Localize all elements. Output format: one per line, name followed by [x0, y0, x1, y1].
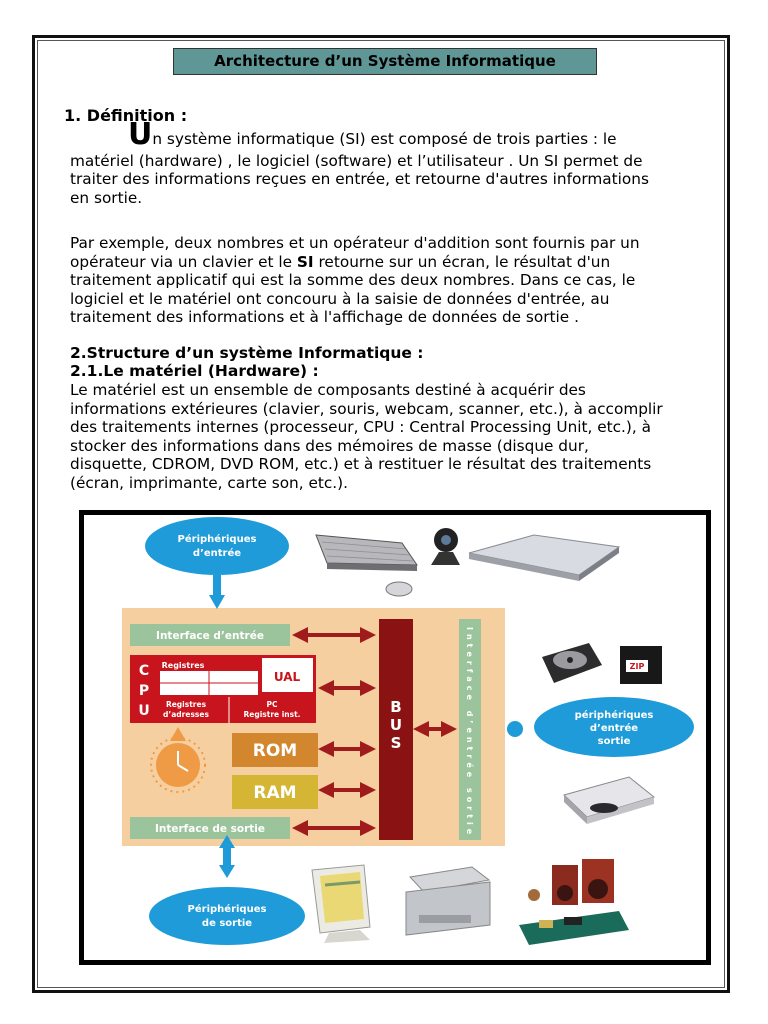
section-2-1-heading: 2.1.Le matériel (Hardware) :: [70, 362, 319, 380]
output-peripherals-label-1: Périphériques: [187, 904, 267, 915]
example-line-4: logiciel et le matériel ont concouru à la saisie de données d'entrée, au: [70, 289, 610, 308]
cpu-letter-u: U: [138, 703, 150, 719]
io-connector: [507, 721, 523, 737]
hardware-line-2: informations extérieures (clavier, souris, webcam, scanner, etc.), à accomplir: [70, 399, 663, 418]
zip-disk-image: [620, 646, 662, 684]
address-registers-label-1: Registres: [165, 700, 207, 709]
io-peripherals-label-3: sortie: [597, 736, 631, 747]
example-line-2a: opérateur via un clavier et le: [70, 252, 297, 271]
input-peripherals-label-2: d’entrée: [192, 548, 242, 559]
hardware-paragraph: [70, 381, 730, 493]
definition-line-3: traiter des informations reçues en entrée, et retourne d'autres informations: [70, 170, 649, 189]
cpu-letter-c: C: [138, 663, 150, 679]
output-connector: [223, 846, 231, 868]
diagram-svg: [84, 515, 706, 960]
zip-label: ZIP: [629, 662, 645, 671]
keyboard-image: [316, 535, 417, 596]
io-interface-label: Interface d’entrée sortie: [465, 627, 474, 839]
bus-letter-u: U: [389, 716, 403, 734]
definition-line-4: en sortie.: [70, 188, 143, 207]
input-peripherals-label-1: Périphériques: [177, 534, 257, 545]
section-1-heading: 1. Définition :: [64, 106, 188, 125]
output-peripherals-label-2: de sortie: [201, 918, 253, 929]
hardware-line-6: (écran, imprimante, carte son, etc.).: [70, 473, 348, 492]
input-interface-label: Interface d’entrée: [156, 630, 264, 642]
cd-drive-image: [564, 777, 654, 824]
hardware-line-4: stocker des informations dans des mémoires de masse (disque dur,: [70, 436, 589, 455]
example-line-3: traitement applicatif qui est la somme des deux nombres. Dans ce cas, le: [70, 271, 636, 290]
drop-cap: U: [128, 117, 153, 152]
instruction-register-label: Registre inst.: [243, 710, 301, 719]
output-peripherals-ellipse: [149, 887, 305, 945]
input-connector-arrow: [209, 595, 225, 609]
scanner-image: [469, 535, 619, 581]
bus-letter-s: S: [390, 734, 402, 752]
speakers-soundcard-image: [519, 859, 629, 945]
pc-label: PC: [266, 700, 278, 709]
bus-letter-b: B: [390, 698, 402, 716]
si-bold: SI: [296, 252, 314, 271]
registers-label: Registres: [161, 661, 205, 670]
hardware-line-5: disquette, CDROM, DVD ROM, etc.) et à restituer le résultat des traitements: [70, 455, 652, 474]
output-connector-arrow-down: [219, 865, 235, 878]
definition-first-line: [70, 117, 730, 152]
input-connector: [213, 575, 221, 597]
example-line-1: Par exemple, deux nombres et un opérateur d'addition sont fournis par un: [70, 234, 640, 252]
ram-label: RAM: [253, 783, 297, 803]
printer-image: [406, 867, 490, 935]
webcam-image: [431, 528, 460, 565]
document-title: Architecture d’un Système Informatique: [173, 48, 597, 75]
output-interface-label: Interface de sortie: [154, 823, 266, 835]
address-registers-label-2: d’adresses: [163, 710, 209, 719]
hard-disk-image: [542, 643, 602, 683]
io-peripherals-label-2: d’entrée: [589, 723, 639, 734]
example-paragraph: [70, 234, 730, 327]
hardware-line-1: Le matériel est un ensemble de composants destiné à acquérir des: [70, 381, 586, 399]
example-line-5: traitement des informations et à l'affichage de données de sortie .: [70, 308, 579, 327]
definition-paragraph: [70, 117, 730, 207]
cut-off-next-line: [95, 966, 695, 976]
definition-line-1: n système informatique (SI) est composé de trois parties : le: [152, 130, 617, 148]
monitor-image: [312, 865, 370, 943]
example-line-2: [70, 253, 730, 272]
definition-line-2: matériel (hardware) , le logiciel (software) et l’utilisateur . Un SI permet de: [70, 151, 643, 170]
rom-label: ROM: [252, 741, 298, 761]
hardware-line-3: des traitements internes (processeur, CPU : Central Processing Unit, etc.), à: [70, 418, 651, 437]
section-2-heading: 2.Structure d’un système Informatique :: [70, 344, 424, 362]
cpu-letter-p: P: [138, 683, 150, 699]
io-peripherals-label-1: périphériques: [574, 710, 654, 721]
architecture-diagram: [79, 510, 711, 965]
example-line-2b: retourne sur un écran, le résultat d'un: [313, 252, 611, 271]
ual-label: UAL: [273, 670, 301, 684]
input-peripherals-ellipse: [145, 517, 289, 575]
